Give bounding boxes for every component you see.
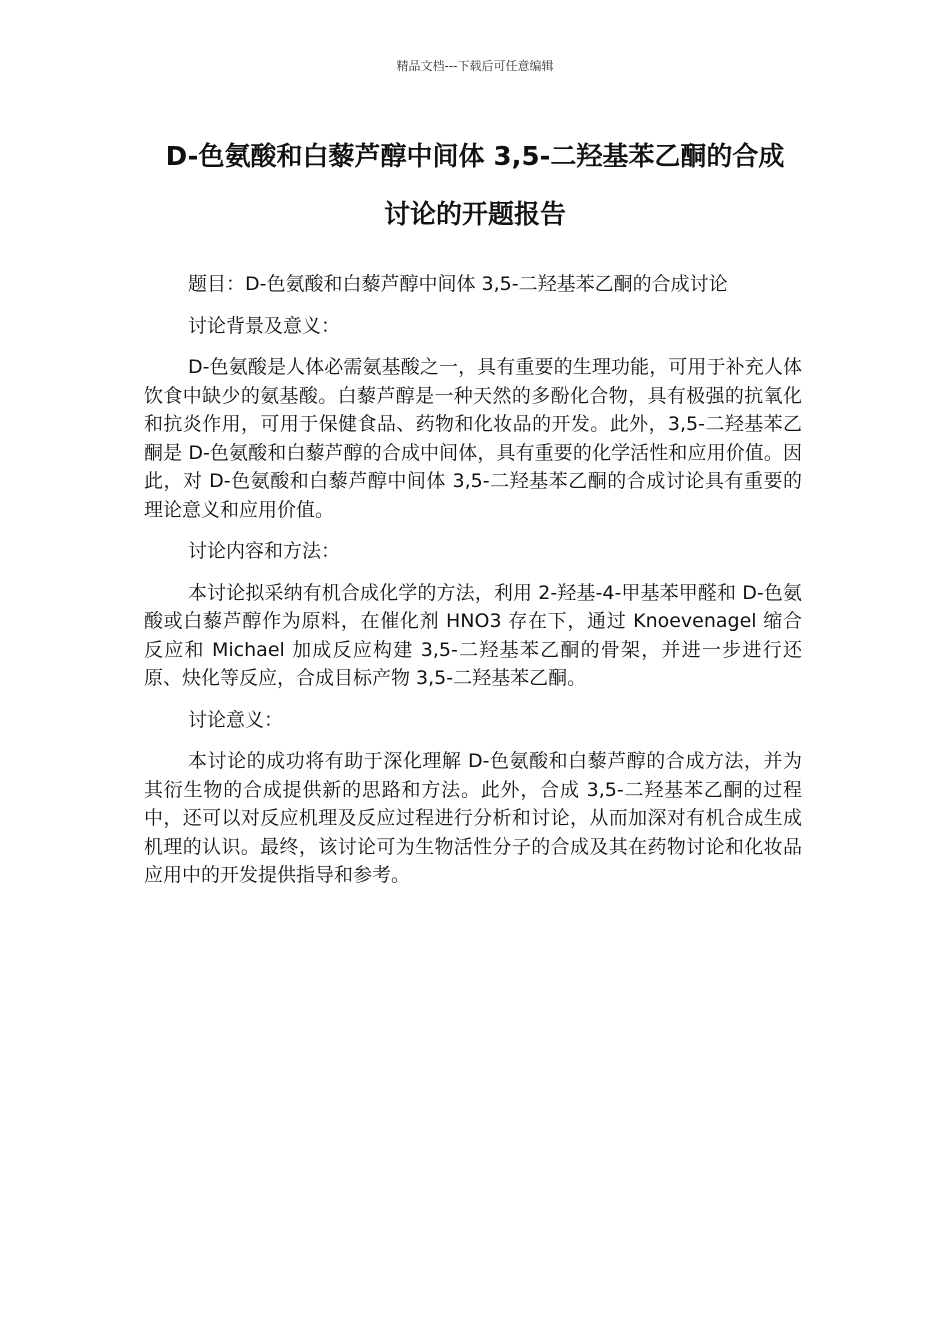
document-title [0,128,950,244]
section-body-significance: 本讨论的成功将有助于深化理解 D-色氨酸和白藜芦醇的合成方法，并为其衍生物的合成提供新的思路和方法。此外，合成 3,5-二羟基苯乙酮的过程中，还可以对反应机理及反应过程进行分析和讨论，从而加深对有机合成生成机理的认识。最终，该讨论可为生物活性分子的合成及其在药物讨论和化妆品应用中的开发提供指导和参考。 [144,750,802,886]
section-body-background: D-色氨酸是人体必需氨基酸之一，具有重要的生理功能，可用于补充人体饮食中缺少的氨基酸。白藜芦醇是一种天然的多酚化合物，具有极强的抗氧化和抗炎作用，可用于保健食品、药物和化妆品的开发。此外，3,5-二羟基苯乙酮是 D-色氨酸和白藜芦醇的合成中间体，具有重要的化学活性和应用价值。因此，对 D-色氨酸和白藜芦醇中间体 3,5-二羟基苯乙酮的合成讨论具有重要的理论意义和应用价值。 [144,356,802,521]
document-body [144,270,802,903]
section-body-methods: 本讨论拟采纳有机合成化学的方法，利用 2-羟基-4-甲基苯甲醛和 D-色氨酸或白藜芦醇作为原料，在催化剂 HNO3 存在下，通过 Knoevenagel 缩合反应和 Michael 加成反应构建 3,5-二羟基苯乙酮的骨架，并进一步进行还原、炔化等反应，合成目标产物 3,5-二羟基苯乙酮。 [144,581,802,689]
topic-line: 题目：D-色氨酸和白藜芦醇中间体 3,5-二羟基苯乙酮的合成讨论 [188,273,728,295]
title-line-1: D-色氨酸和白藜芦醇中间体 3,5-二羟基苯乙酮的合成 [165,142,785,172]
section-heading-methods: 讨论内容和方法： [188,540,341,562]
title-line-2: 讨论的开题报告 [383,200,566,230]
header-note: 精品文档---下载后可任意编辑 [396,59,554,73]
section-heading-background: 讨论背景及意义： [188,314,341,337]
section-heading-significance: 讨论意义： [188,708,284,731]
